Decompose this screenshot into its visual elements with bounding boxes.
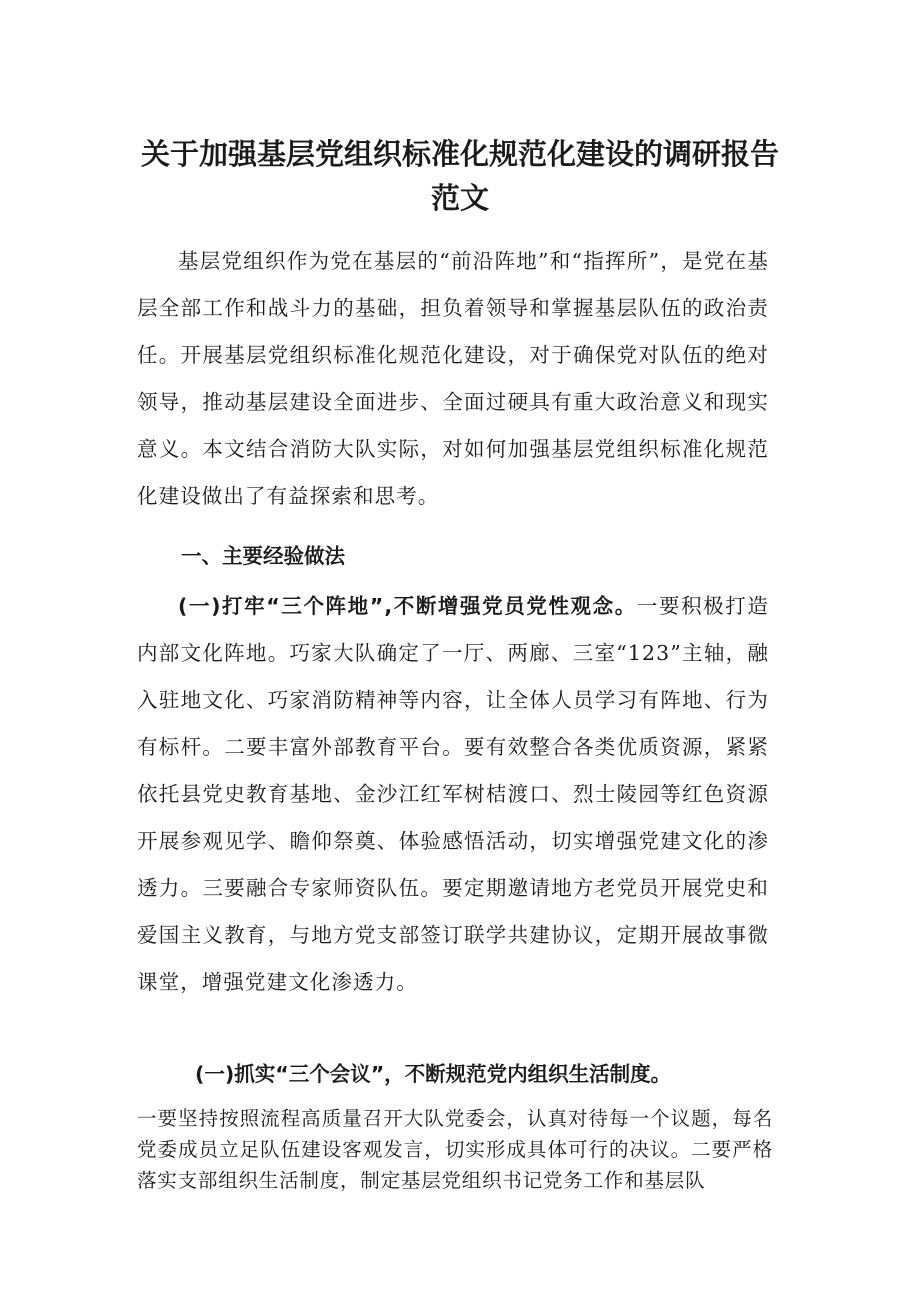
subsection-heading: (一)抓实“三个会议”，不断规范党内组织生活制度。 <box>195 1062 672 1086</box>
body-paragraph: 一要坚持按照流程高质量召开大队党委会，认真对待每一个议题，每名党委成员立足队伍建设客观发言，切实形成具体可行的决议。二要严格落实支部组织生活制度，制定基层党组织书记党务工作和基层队 <box>137 1107 773 1192</box>
section-heading: 一、主要经验做法 <box>181 544 345 568</box>
subsection-paragraph <box>137 583 769 1006</box>
subsection-body: 一要积极打造内部文化阵地。巧家大队确定了一厅、两廊、三室“123”主轴，融入驻地文化、巧家消防精神等内容，让全体人员学习有阵地、行为有标杆。二要丰富外部教育平台。要有效整合各类优质资源，紧紧依托县党史教育基地、金沙江红军树桔渡口、烈士陵园等红色资源开展参观见学、瞻仰祭奠、体验感悟活动，切实增强党建文化的渗透力。三要融合专家师资队伍。要定期邀请地方老党员开展党史和爱国主义教育，与地方党支部签订联学共建协议，定期开展故事微课堂，增强党建文化渗透力。 <box>137 594 769 994</box>
document-title-line2: 范文 <box>430 181 489 215</box>
intro-paragraph: 基层党组织作为党在基层的“前沿阵地”和“指挥所”，是党在基层全部工作和战斗力的基础，担负着领导和掌握基层队伍的政治责任。开展基层党组织标准化规范化建设，对于确保党对队伍的绝对领导，推动基层建设全面进步、全面过硬具有重大政治意义和现实意义。本文结合消防大队实际，对如何加强基层党组织标准化规范化建设做出了有益探索和思考。 <box>137 249 769 508</box>
document-title-line1: 关于加强基层党组织标准化规范化建设的调研报告 <box>140 137 779 171</box>
subsection-lead: (一)打牢“三个阵地”,不断增强党员党性观念。 <box>178 594 637 618</box>
